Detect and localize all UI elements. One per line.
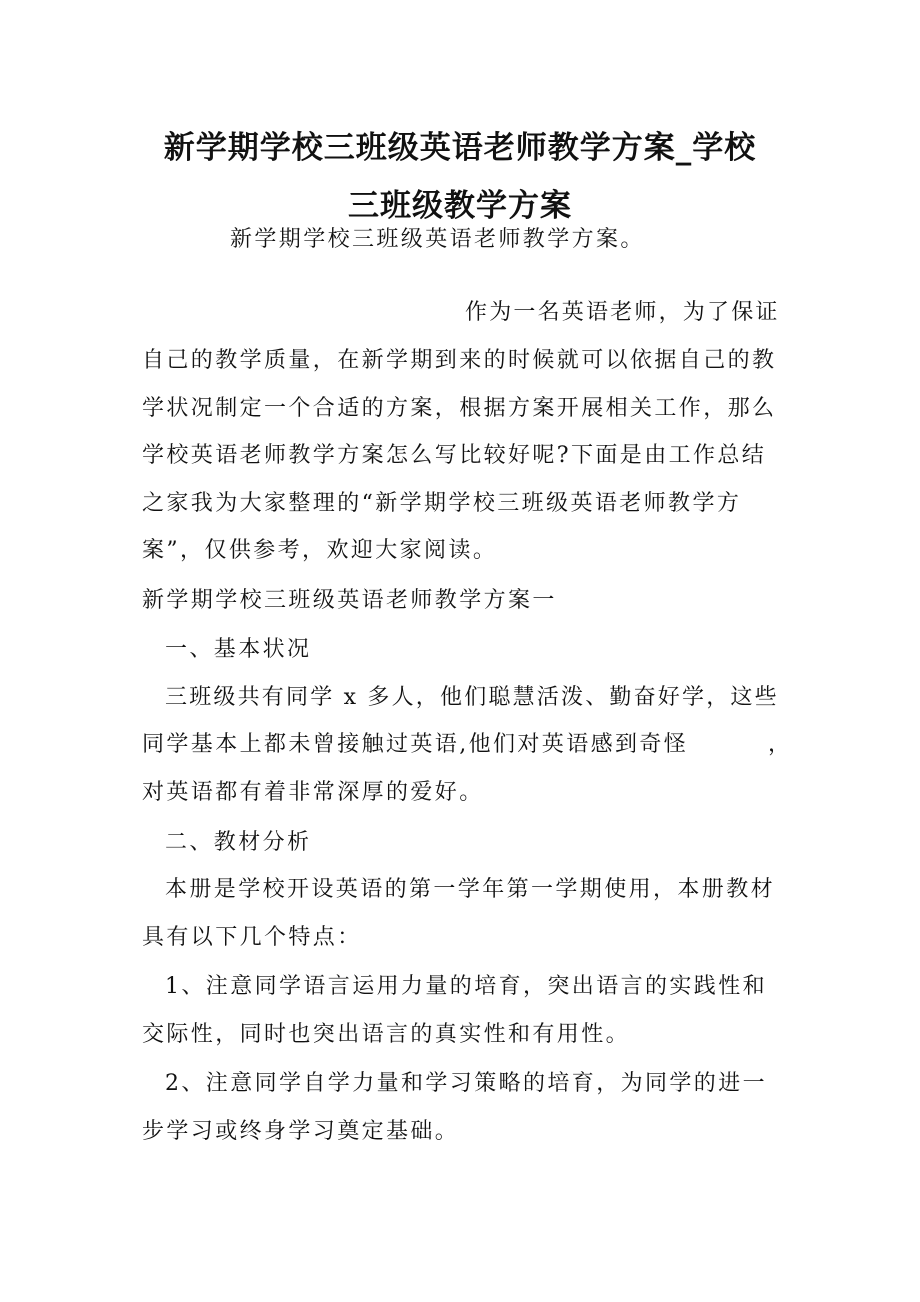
paragraph-line: 作为一名英语老师，为了保证 xyxy=(465,300,780,325)
paragraph-line: 对英语都有着非常深厚的爱好。 xyxy=(142,780,484,805)
paragraph-line: 三班级共有同学 x 多人，他们聪慧活泼、勤奋好学，这些 xyxy=(165,685,779,710)
paragraph-line: 具有以下几个特点： xyxy=(142,925,362,950)
list-item: 步学习或终身学习奠定基础。 xyxy=(142,1119,460,1144)
paragraph-line: 学校英语老师教学方案怎么写比较好呢?下面是由工作总结 xyxy=(142,443,767,468)
list-item: 2、注意同学自学力量和学习策略的培育，为同学的进一 xyxy=(165,1071,767,1096)
document-title-line-1: 新学期学校三班级英语老师教学方案_学校 xyxy=(163,130,757,166)
subsection-heading: 二、教材分析 xyxy=(165,830,312,855)
subsection-heading: 一、基本状况 xyxy=(165,637,312,662)
paragraph-line: 自己的教学质量，在新学期到来的时候就可以依据自己的教 xyxy=(142,348,777,373)
list-item: 交际性，同时也突出语言的真实性和有用性。 xyxy=(142,1022,631,1047)
paragraph-line: 之家我为大家整理的“新学期学校三班级英语老师教学方 xyxy=(142,491,742,516)
section-heading: 新学期学校三班级英语老师教学方案一 xyxy=(142,588,557,613)
paragraph-line: 学状况制定一个合适的方案，根据方案开展相关工作，那么 xyxy=(142,396,777,421)
intro-heading: 新学期学校三班级英语老师教学方案。 xyxy=(230,227,645,252)
paragraph-line: 同学基本上都未曾接触过英语,他们对英语感到奇怪 xyxy=(142,732,689,757)
paragraph-line: 本册是学校开设英语的第一学年第一学期使用，本册教材 xyxy=(165,877,776,902)
document-title-line-2: 三班级教学方案 xyxy=(348,188,572,224)
paragraph-line: ， xyxy=(768,732,793,757)
list-item: 1、注意同学语言运用力量的培育，突出语言的实践性和 xyxy=(165,974,767,999)
paragraph-line: 案”，仅供参考，欢迎大家阅读。 xyxy=(142,538,498,563)
